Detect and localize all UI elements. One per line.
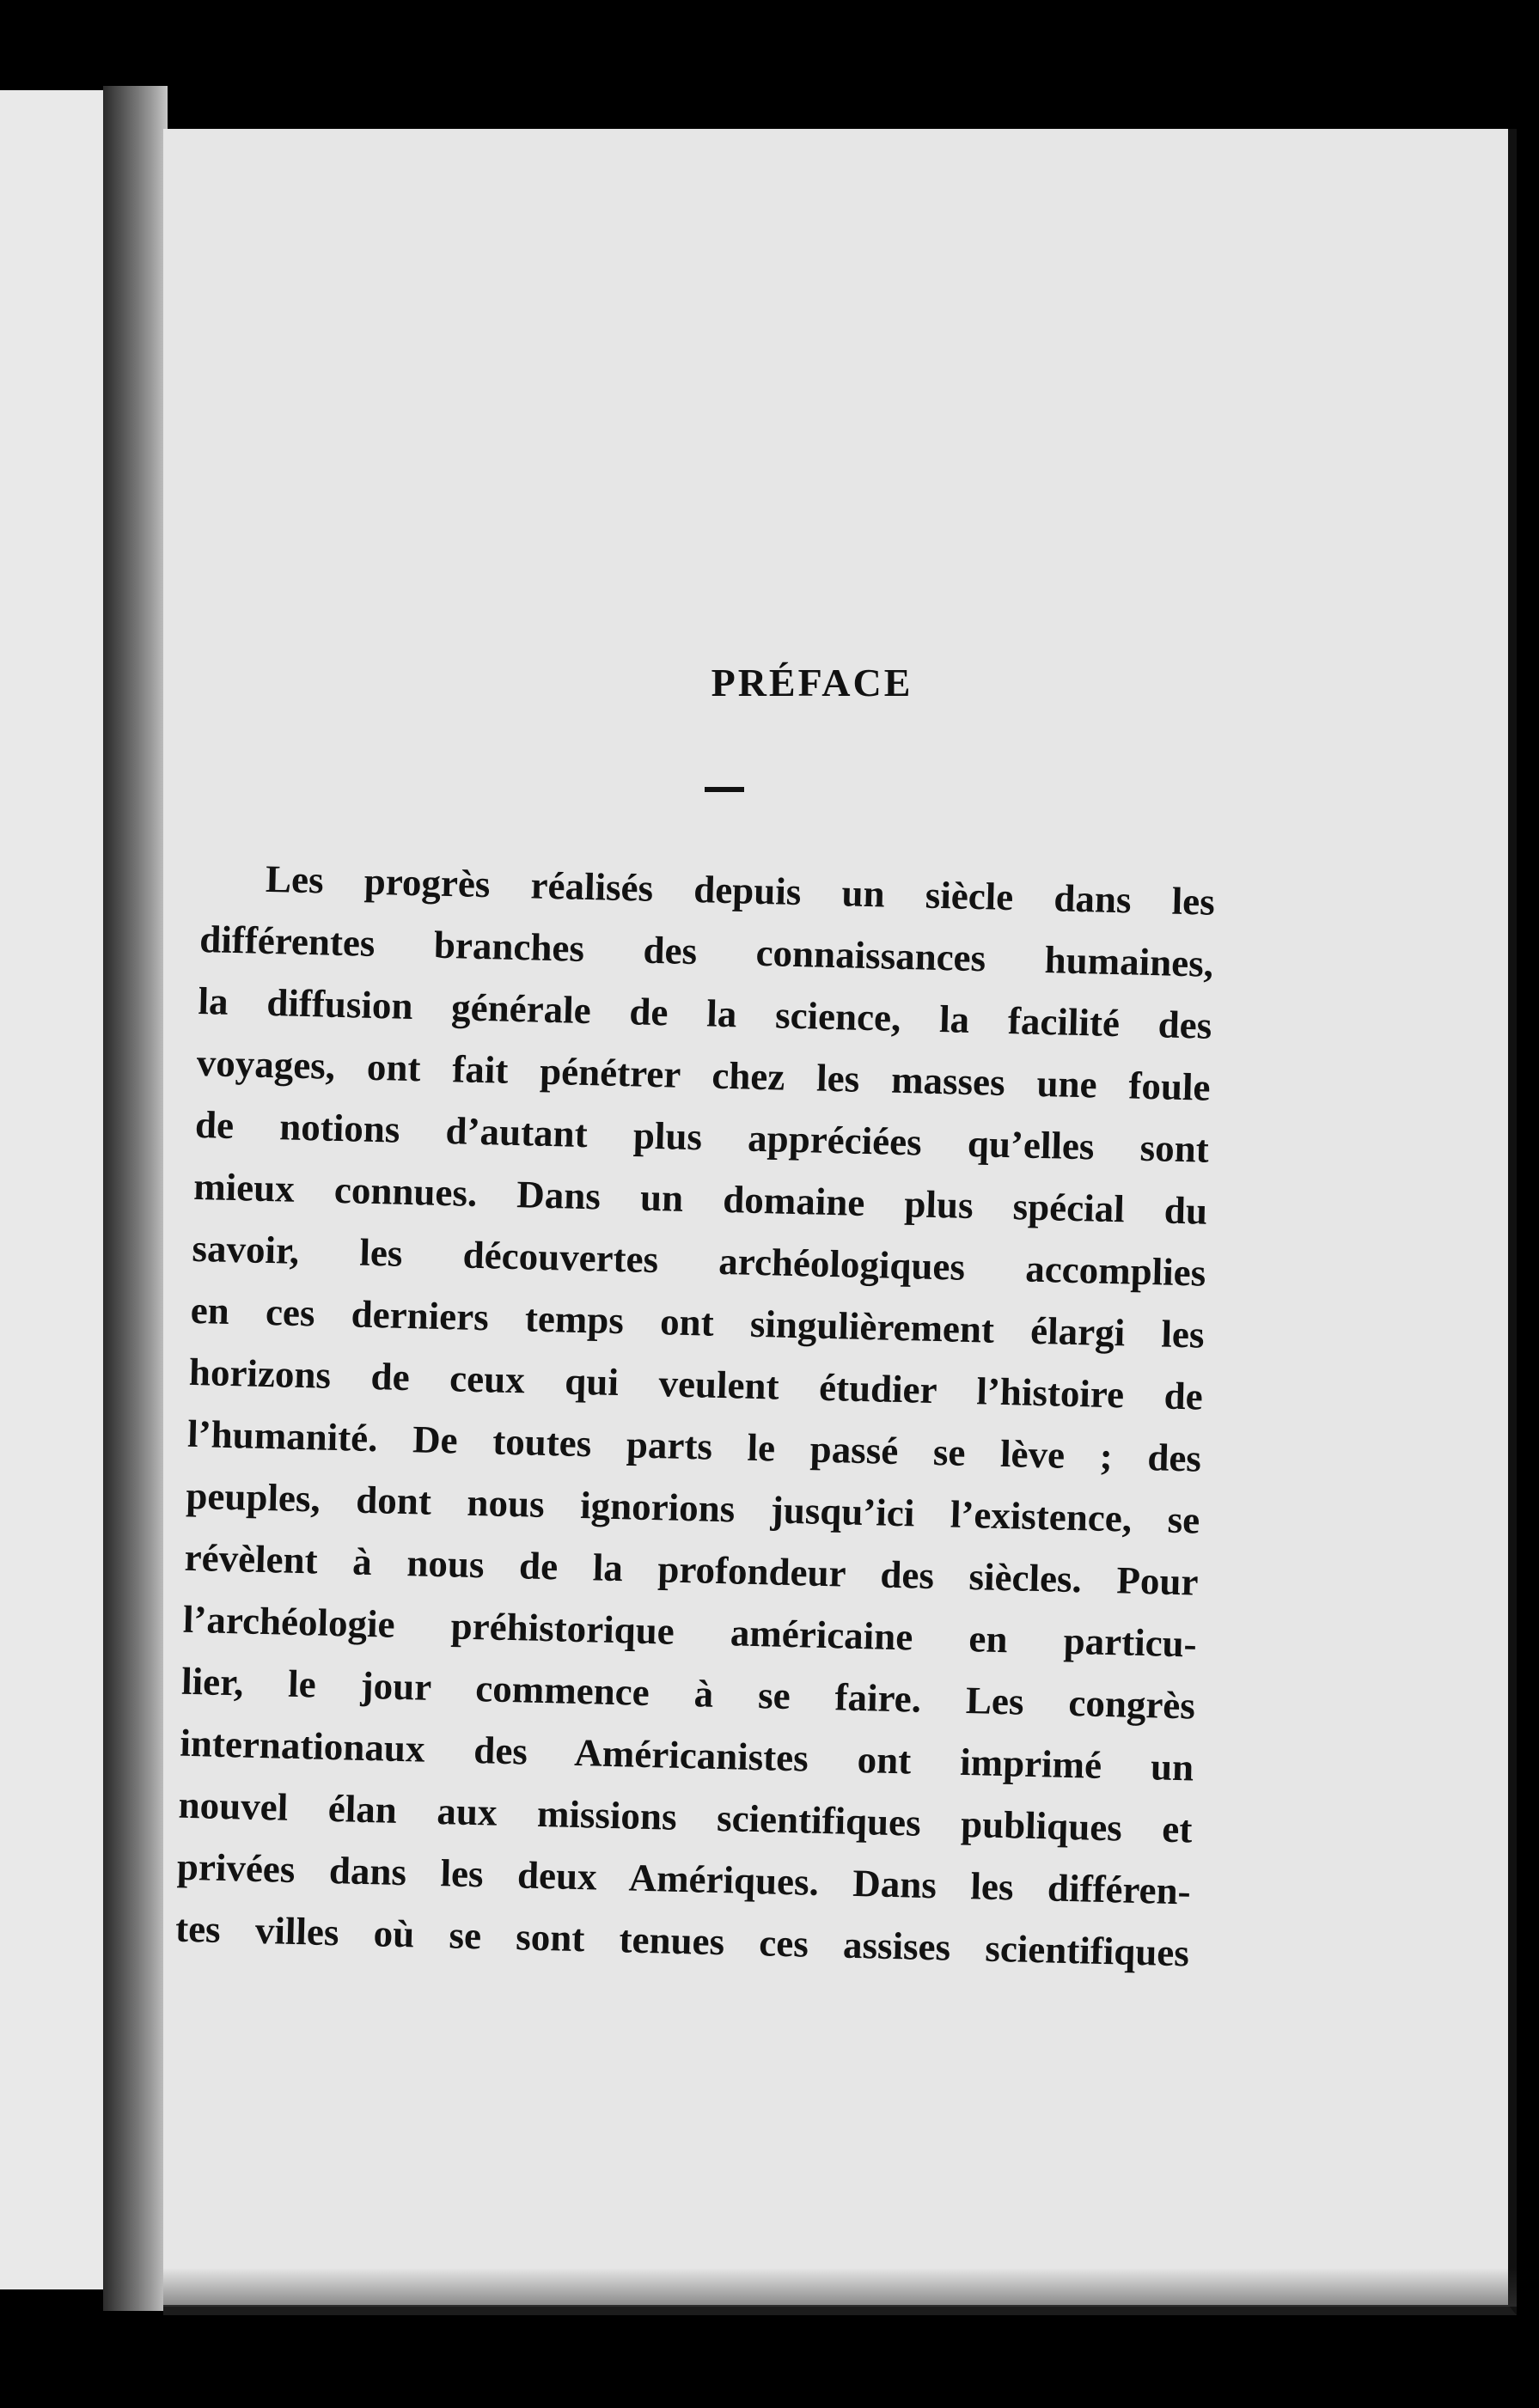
preface-paragraph — [174, 846, 1215, 1984]
text-line: internationaux des Américanistes ont imprimé un — [179, 1721, 1194, 1789]
text-line: horizons de ceux qui veulent étudier l’histoire de — [188, 1350, 1204, 1418]
text-line: nouvel élan aux missions scientifiques publiques et — [178, 1783, 1193, 1851]
text-line: Les progrès réalisés depuis un siècle dans les — [265, 857, 1216, 924]
text-line: mieux connues. Dans un domaine plus spécial du — [192, 1164, 1208, 1233]
text-line: peuples, dont nous ignorions jusqu’ici l’existence, se — [185, 1473, 1200, 1542]
text-line: tes villes où se sont tenues ces assises scientifiques — [174, 1906, 1190, 1975]
text-line: privées dans les deux Amériques. Dans les différen- — [176, 1844, 1192, 1913]
text-line: voyages, ont fait pénétrer chez les masses une foule — [196, 1040, 1212, 1109]
page-title: PRÉFACE — [711, 661, 913, 704]
text-line: savoir, les découvertes archéologiques accomplies — [191, 1226, 1206, 1295]
text-line: de notions d’autant plus appréciées qu’elles sont — [194, 1102, 1210, 1171]
title-separator — [705, 787, 744, 792]
text-line: en ces derniers temps ont singulièrement élargi les — [190, 1288, 1206, 1356]
text-line: l’humanité. De toutes parts le passé se lève ; des — [186, 1411, 1202, 1480]
text-line: lier, le jour commence à se faire. Les congrès — [180, 1659, 1196, 1728]
adjacent-page — [0, 90, 103, 2289]
text-line: la diffusion générale de la science, la facilité des — [197, 978, 1212, 1047]
text-line: différentes branches des connaissances humaines, — [198, 917, 1214, 985]
book-gutter — [103, 86, 168, 2311]
text-line: l’archéologie préhistorique américaine en particu- — [182, 1597, 1198, 1666]
page-bottom-edge — [163, 2268, 1517, 2307]
book-page — [163, 129, 1517, 2315]
text-line: révèlent à nous de la profondeur des siècles. Pour — [184, 1535, 1200, 1604]
